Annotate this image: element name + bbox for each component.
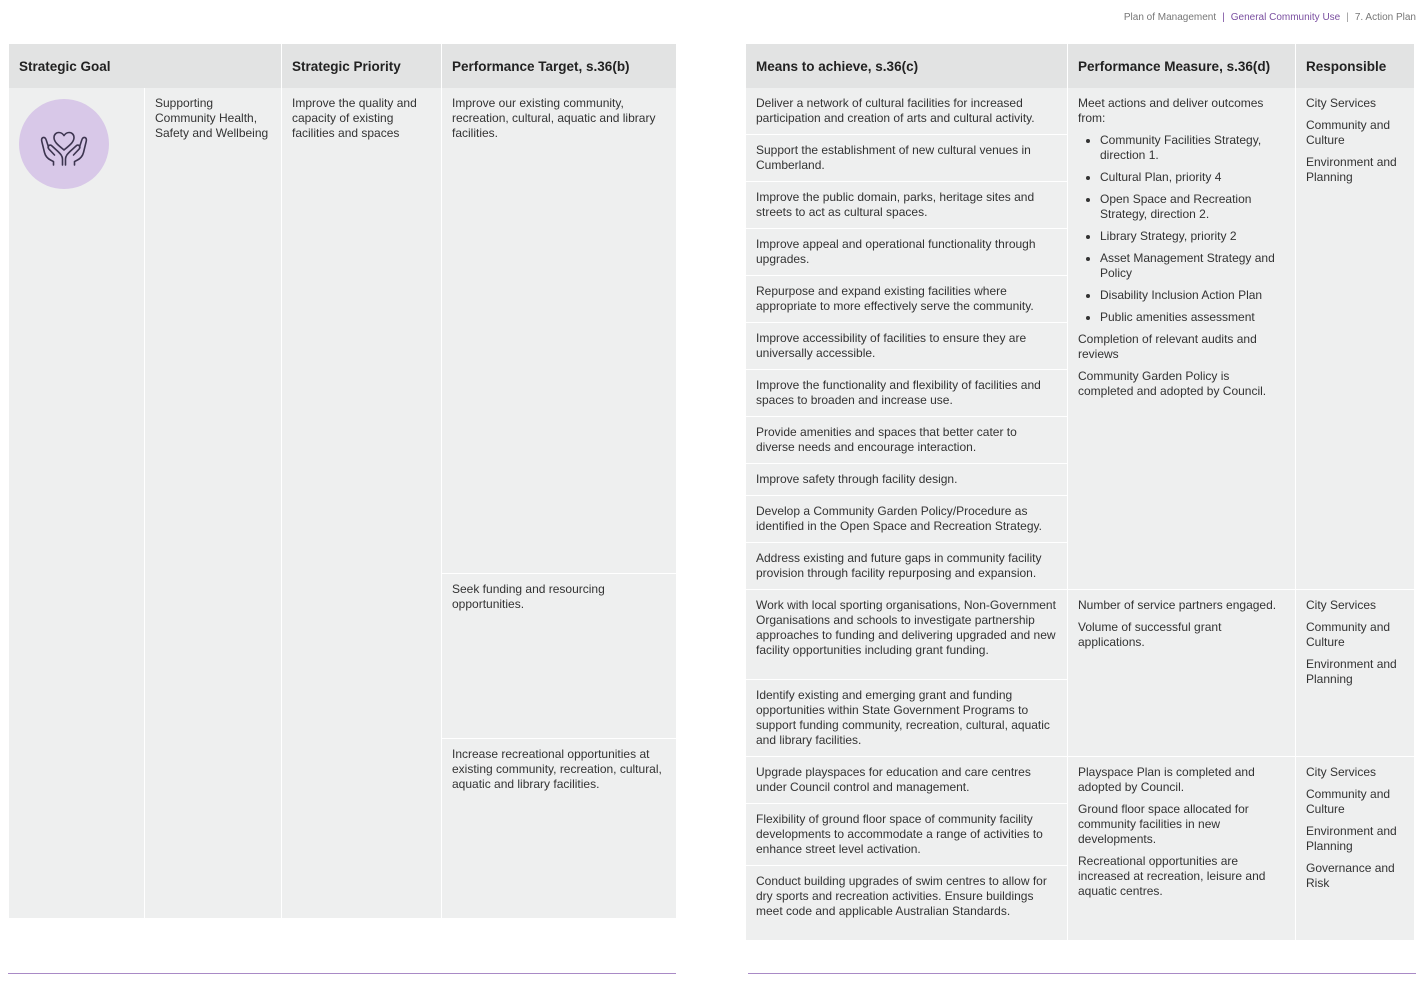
measure-text: Playspace Plan is completed and adopted by Council.	[1078, 765, 1255, 794]
responsible-item: City Services	[1306, 96, 1377, 110]
responsible-item: Environment and Planning	[1306, 155, 1397, 184]
left-footer-rule	[8, 973, 676, 974]
means-cell: Develop a Community Garden Policy/Procedure as identified in the Open Space and Recreation Strategy.	[746, 496, 1068, 543]
header-performance-target: Performance Target, s.36(b)	[442, 44, 677, 88]
list-item: • Cultural Plan, priority 4	[1100, 170, 1285, 185]
strategic-priority-cell: Improve the quality and capacity of existing facilities and spaces	[282, 88, 442, 918]
performance-target-cell: Increase recreational opportunities at existing community, recreation, cultural, aquatic and library facilities.	[442, 738, 677, 918]
measure-text: Completion of relevant audits and reviews	[1078, 332, 1257, 361]
measure-text: Meet actions and deliver outcomes from:	[1078, 96, 1264, 125]
responsible-item: Community and Culture	[1306, 118, 1391, 147]
list-item: • Disability Inclusion Action Plan	[1100, 288, 1285, 303]
list-item: • Library Strategy, priority 2	[1100, 229, 1285, 244]
means-cell: Upgrade playspaces for education and care centres under Council control and management.	[746, 757, 1068, 804]
measure-list	[1078, 133, 1285, 325]
responsible-cell	[1296, 590, 1415, 757]
responsible-item: Environment and Planning	[1306, 824, 1397, 853]
header-section-title: General Community Use	[1230, 12, 1341, 23]
header-chapter-title: 7. Action Plan	[1354, 12, 1416, 23]
performance-measure-cell	[1068, 757, 1296, 940]
header-means-to-achieve: Means to achieve, s.36(c)	[746, 44, 1068, 88]
header-separator: |	[1222, 12, 1225, 23]
list-item: • Community Facilities Strategy, direction 1.	[1100, 133, 1285, 163]
responsible-item: Environment and Planning	[1306, 657, 1397, 686]
table-row	[746, 590, 1415, 680]
responsible-cell	[1296, 757, 1415, 940]
strategic-goal-cell: Supporting Community Health, Safety and Wellbeing	[145, 88, 282, 918]
table-row	[746, 757, 1415, 804]
measure-text: Recreational opportunities are increased at recreation, leisure and aquatic centres.	[1078, 854, 1266, 898]
left-header-row	[9, 44, 677, 88]
means-cell: Support the establishment of new cultural venues in Cumberland.	[746, 135, 1068, 182]
performance-measure-cell	[1068, 590, 1296, 757]
performance-target-cell: Improve our existing community, recreation, cultural, aquatic and library facilities.	[442, 88, 677, 573]
means-cell: Identify existing and emerging grant and funding opportunities within State Government Programs to support funding community, recreation, cultural, aquatic and library facilities.	[746, 680, 1068, 757]
means-cell: Deliver a network of cultural facilities for increased participation and creation of arts and cultural activity.	[746, 88, 1068, 135]
header-strategic-priority: Strategic Priority	[282, 44, 442, 88]
running-header	[1124, 12, 1416, 23]
means-cell: Improve appeal and operational functionality through upgrades.	[746, 229, 1068, 276]
hands-holding-heart-icon	[19, 99, 109, 189]
means-cell: Work with local sporting organisations, Non-Government Organisations and schools to investigate partnership approaches to funding and delivering upgraded and new facility opportunities including grant funding.	[746, 590, 1068, 680]
responsible-item: Community and Culture	[1306, 620, 1391, 649]
means-cell: Improve the public domain, parks, heritage sites and streets to act as cultural spaces.	[746, 182, 1068, 229]
list-item: • Asset Management Strategy and Policy	[1100, 251, 1285, 281]
means-cell: Flexibility of ground floor space of community facility developments to accommodate a range of activities to enhance street level activation.	[746, 804, 1068, 866]
measure-text: Volume of successful grant applications.	[1078, 620, 1222, 649]
measure-text: Number of service partners engaged.	[1078, 598, 1277, 612]
responsible-item: City Services	[1306, 765, 1377, 779]
means-cell: Conduct building upgrades of swim centres to allow for dry sports and recreation activities. Ensure buildings meet code and applicable Australian Standards.	[746, 866, 1068, 940]
table-row	[9, 88, 677, 573]
performance-measure-cell	[1068, 88, 1296, 590]
means-cell: Repurpose and expand existing facilities where appropriate to more effectively serve the community.	[746, 276, 1068, 323]
goal-icon-cell	[9, 88, 145, 918]
header-responsible: Responsible	[1296, 44, 1415, 88]
right-header-row	[746, 44, 1415, 88]
header-strategic-goal: Strategic Goal	[9, 44, 282, 88]
performance-target-cell: Seek funding and resourcing opportunities.	[442, 573, 677, 738]
responsible-item: Governance and Risk	[1306, 861, 1395, 890]
responsible-cell	[1296, 88, 1415, 590]
responsible-item: Community and Culture	[1306, 787, 1391, 816]
means-cell: Improve accessibility of facilities to ensure they are universally accessible.	[746, 323, 1068, 370]
table-row	[746, 88, 1415, 135]
right-footer-rule	[748, 973, 1416, 974]
means-cell: Address existing and future gaps in community facility provision through facility repurposing and expansion.	[746, 543, 1068, 590]
means-cell: Improve the functionality and flexibility of facilities and spaces to broaden and increase use.	[746, 370, 1068, 417]
list-item: • Public amenities assessment	[1100, 310, 1285, 325]
header-separator: |	[1346, 12, 1349, 23]
responsible-item: City Services	[1306, 598, 1377, 612]
header-performance-measure: Performance Measure, s.36(d)	[1068, 44, 1296, 88]
header-doc-title: Plan of Management	[1123, 12, 1217, 23]
right-action-table	[745, 44, 1415, 940]
left-action-table	[8, 44, 677, 918]
means-cell: Improve safety through facility design.	[746, 464, 1068, 496]
measure-text: Community Garden Policy is completed and adopted by Council.	[1078, 369, 1267, 398]
means-cell: Provide amenities and spaces that better cater to diverse needs and encourage interaction.	[746, 417, 1068, 464]
list-item: • Open Space and Recreation Strategy, direction 2.	[1100, 192, 1285, 222]
measure-text: Ground floor space allocated for community facilities in new developments.	[1078, 802, 1249, 846]
